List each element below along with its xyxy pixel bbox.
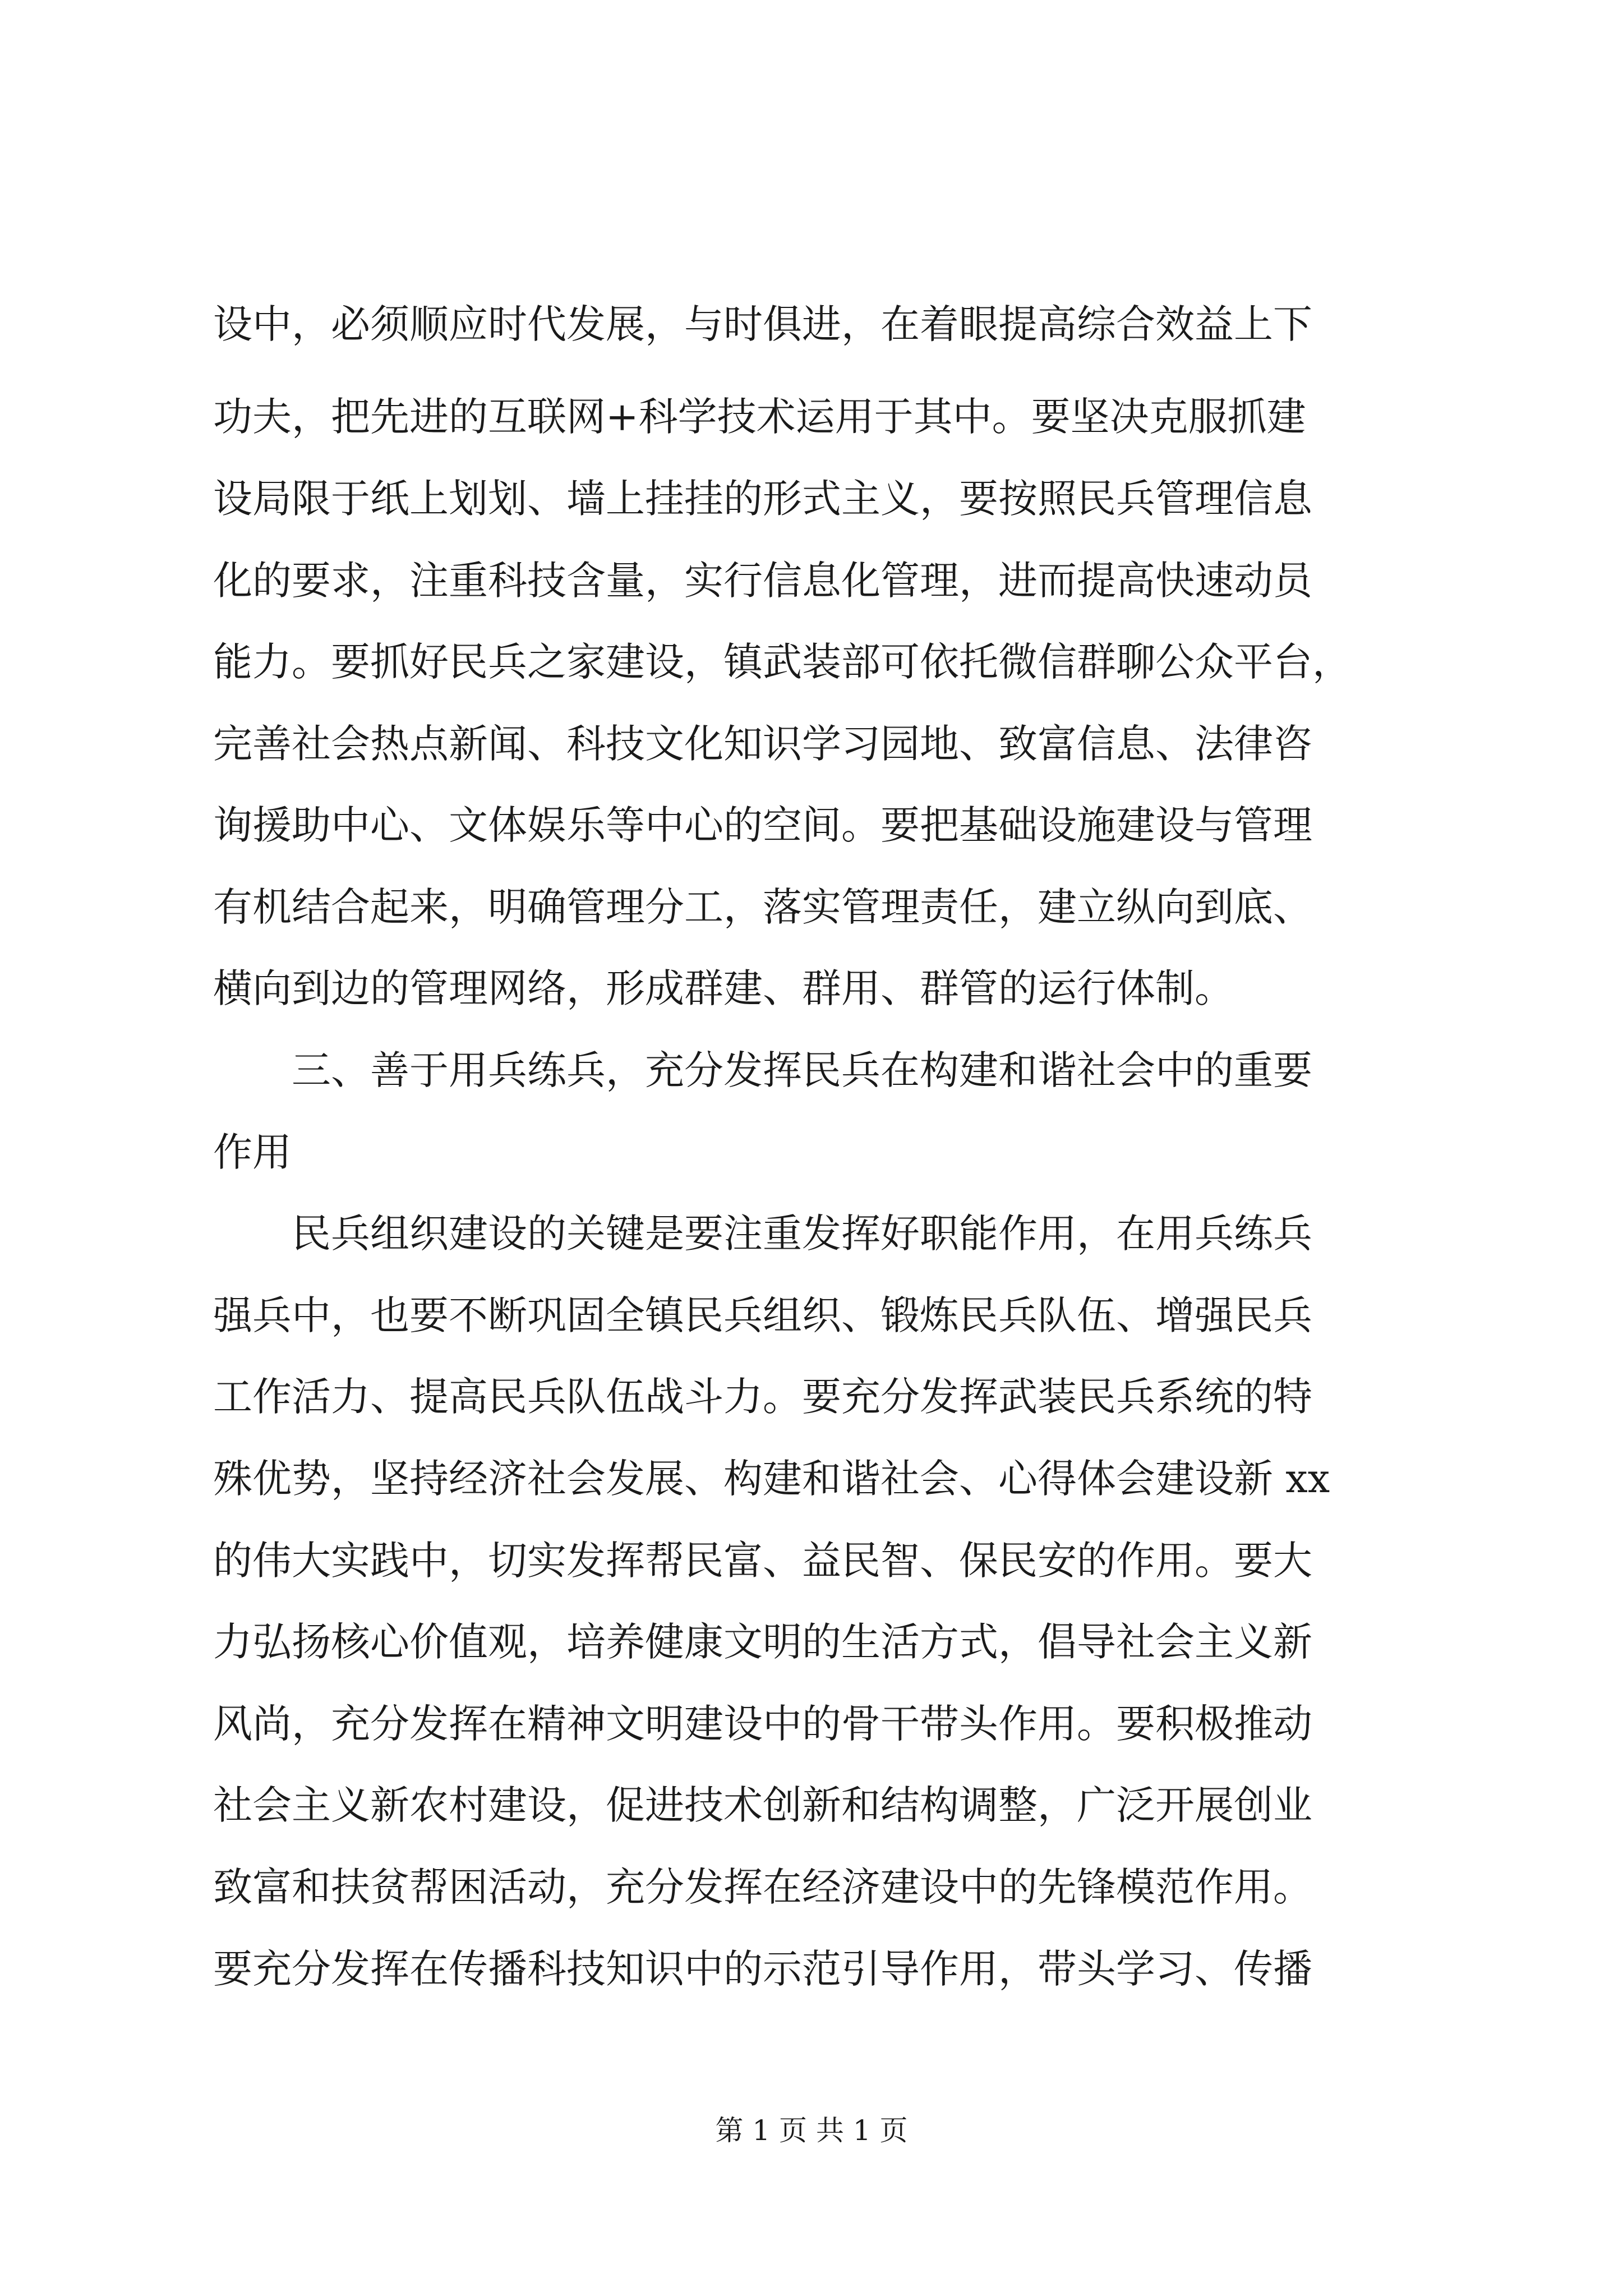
body-text-line: 风尚，充分发挥在精神文明建设中的骨干带头作用。要积极推动	[213, 1701, 1312, 1747]
body-text-line: 致富和扶贫帮困活动，充分发挥在经济建设中的先锋模范作用。	[213, 1864, 1312, 1910]
body-text-line: 设局限于纸上划划、墙上挂挂的形式主义，要按照民兵管理信息	[213, 476, 1312, 522]
body-text-line: 力弘扬核心价值观，培养健康文明的生活方式，倡导社会主义新	[213, 1619, 1312, 1665]
body-text-line: 化的要求，注重科技含量，实行信息化管理，进而提高快速动员	[213, 558, 1312, 604]
body-text-line: 横向到边的管理网络，形成群建、群用、群管的运行体制。	[213, 965, 1234, 1011]
body-text-line: 殊优势，坚持经济社会发展、构建和谐社会、心得体会建设新 xx	[213, 1456, 1330, 1502]
section-heading-line: 作用	[213, 1129, 292, 1175]
body-text-line: 工作活力、提高民兵队伍战斗力。要充分发挥武装民兵系统的特	[213, 1374, 1312, 1420]
body-text-line: 功夫，把先进的互联网+科学技术运用于其中。要坚决克服抓建	[213, 394, 1306, 440]
body-text-line: 民兵组织建设的关键是要注重发挥好职能作用，在用兵练兵	[292, 1211, 1312, 1257]
body-text-line: 社会主义新农村建设，促进技术创新和结构调整，广泛开展创业	[213, 1782, 1312, 1828]
page-number-footer: 第 1 页 共 1 页	[715, 2114, 908, 2147]
body-text-line: 设中，必须顺应时代发展，与时俱进，在着眼提高综合效益上下	[213, 301, 1312, 347]
section-heading-line: 三、善于用兵练兵，充分发挥民兵在构建和谐社会中的重要	[292, 1047, 1312, 1093]
body-text-line: 强兵中，也要不断巩固全镇民兵组织、锻炼民兵队伍、增强民兵	[213, 1292, 1312, 1338]
body-text-line: 的伟大实践中，切实发挥帮民富、益民智、保民安的作用。要大	[213, 1538, 1312, 1584]
body-text-line: 询援助中心、文体娱乐等中心的空间。要把基础设施建设与管理	[213, 802, 1312, 848]
body-text-line: 有机结合起来，明确管理分工，落实管理责任，建立纵向到底、	[213, 884, 1312, 930]
body-text-line: 完善社会热点新闻、科技文化知识学习园地、致富信息、法律咨	[213, 721, 1312, 767]
body-text-line: 能力。要抓好民兵之家建设，镇武装部可依托微信群聊公众平台，	[213, 639, 1352, 685]
body-text-line: 要充分发挥在传播科技知识中的示范引导作用，带头学习、传播	[213, 1946, 1312, 1992]
